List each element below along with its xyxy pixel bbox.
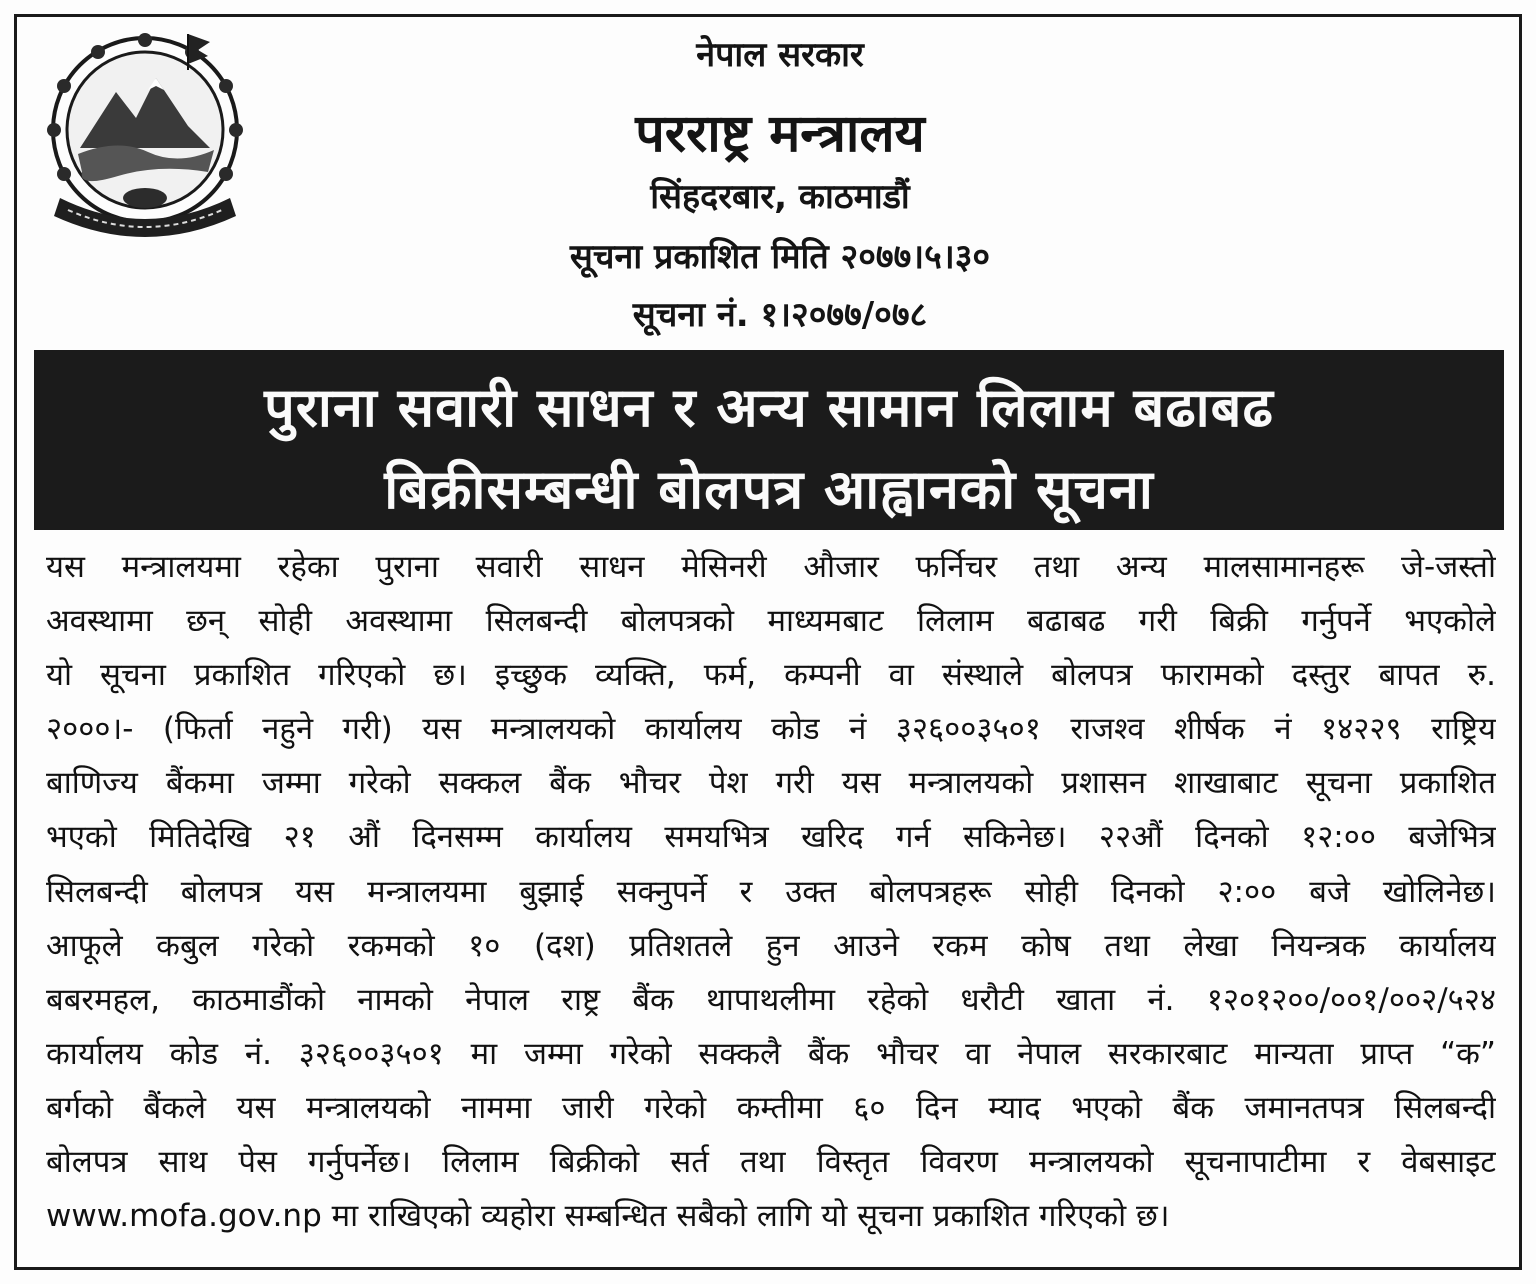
heading-line-1: पुराना सवारी साधन र अन्य सामान लिलाम बढाबढ [264, 376, 1274, 439]
body-line-website: www.mofa.gov.np मा राखिएको व्यहोरा सम्बन्धित सबैको लागि यो सूचना प्रकाशित गरिएको छ। [46, 1198, 1170, 1235]
government-title: नेपाल सरकार [696, 35, 864, 75]
body-line: २०००।- (फिर्ता नहुने गरी) यस मन्त्रालयको कार्यालय कोड नं ३२६००३५०१ राजश्व शीर्षक नं १४२२९ राष्ट्रिय [46, 711, 1496, 748]
notice-number: सूचना नं. १।२०७७/०७८ [632, 295, 928, 335]
notice-heading-banner [34, 350, 1504, 530]
ministry-title: परराष्ट्र मन्त्रालय [635, 104, 925, 164]
nepal-government-emblem-icon [38, 26, 252, 240]
published-date: सूचना प्रकाशित मिति २०७७।५।३० [569, 237, 991, 277]
ministry-address: सिंहदरबार, काठमाडौं [650, 177, 910, 217]
notice-body [46, 540, 1496, 1243]
heading-line-2: बिक्रीसम्बन्धी बोलपत्र आह्वानको सूचना [384, 458, 1154, 521]
body-line: यो सूचना प्रकाशित गरिएको छ। इच्छुक व्यक्ति, फर्म, कम्पनी वा संस्थाले बोलपत्र फारामको दस्तुर बापत रु. [46, 657, 1496, 694]
body-line: आफूले कबुल गरेको रकमको १० (दश) प्रतिशतले हुन आउने रकम कोष तथा लेखा नियन्त्रक कार्यालय [46, 927, 1496, 964]
body-line: बोलपत्र साथ पेस गर्नुपर्नेछ। लिलाम बिक्रीको सर्त तथा विस्तृत विवरण मन्त्रालयको सूचनापाटीमा र वेबसाइट [46, 1144, 1496, 1181]
body-line: कार्यालय कोड नं. ३२६००३५०१ मा जम्मा गरेको सक्कलै बैंक भौचर वा नेपाल सरकारबाट मान्यता प्राप्त “क” [46, 1035, 1496, 1072]
body-line: बबरमहल, काठमाडौंको नामको नेपाल राष्ट्र बैंक थापाथलीमा रहेको धरौटी खाता नं. १२०१२००/००१/००२/५२४ [46, 981, 1496, 1018]
body-line: अवस्थामा छन् सोही अवस्थामा सिलबन्दी बोलपत्रको माध्यमबाट लिलाम बढाबढ गरी बिक्री गर्नुपर्ने भएकोले [46, 603, 1496, 640]
body-line: भएको मितिदेखि २१ औं दिनसम्म कार्यालय समयभित्र खरिद गर्न सकिनेछ। २२औं दिनको १२:०० बजेभित्र [46, 819, 1496, 856]
emblem-graphic [38, 26, 252, 240]
body-line: बर्गको बैंकले यस मन्त्रालयको नाममा जारी गरेको कम्तीमा ६० दिन म्याद भएको बैंक जमानतपत्र सिलबन्दी [46, 1089, 1496, 1126]
body-line: बाणिज्य बैंकमा जम्मा गरेको सक्कल बैंक भौचर पेश गरी यस मन्त्रालयको प्रशासन शाखाबाट सूचना प्रकाशित [46, 765, 1496, 802]
body-line: यस मन्त्रालयमा रहेका पुराना सवारी साधन मेसिनरी औजार फर्निचर तथा अन्य मालसामानहरू जे-जस्तो [46, 549, 1496, 585]
body-line: सिलबन्दी बोलपत्र यस मन्त्रालयमा बुझाई सक्नुपर्ने र उक्त बोलपत्रहरू सोही दिनको २:०० बजे खोलिनेछ। [46, 873, 1496, 910]
